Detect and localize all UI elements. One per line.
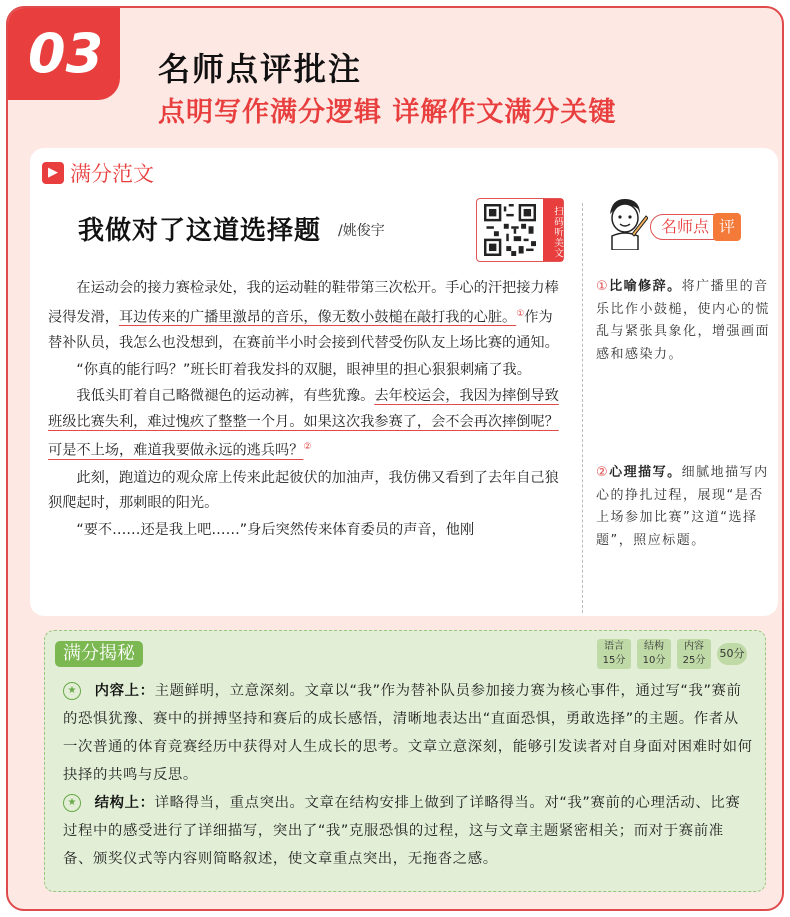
teacher-label-badge: 评 bbox=[713, 213, 741, 241]
qr-code-box[interactable] bbox=[476, 198, 564, 262]
annotated-text-1: 耳边传来的广播里激昂的音乐，像无数小鼓槌在敲打我的心脏。 bbox=[118, 309, 517, 326]
reveal-text: 主题鲜明，立意深刻。文章以“我”作为替补队员参加接力赛为核心事件，通过写“我”赛前的恐惧犹豫、赛中的拼搏坚持和赛后的成长感悟，清晰地表达出“直面恐惧，勇敢选择”的主题。作者从一次普通的体育竞赛经历中获得对人生成长的思考。文章立意深刻，能够引发读者对自身面对困难时如何抉择的共鸣与反思。 bbox=[63, 683, 753, 783]
essay-author: /姚俊宇 bbox=[338, 223, 385, 239]
note-text: 将广播里的音乐比作小鼓槌，使内心的慌乱与紧张具象化，增强画面感和感染力。 bbox=[596, 279, 771, 362]
score-total: 50分 bbox=[717, 643, 747, 665]
reveal-paragraph-content bbox=[63, 677, 753, 789]
page-title: 名师点评批注 bbox=[158, 50, 363, 88]
column-divider bbox=[582, 203, 583, 613]
note-number: ① bbox=[596, 279, 610, 294]
section-number: 03 bbox=[28, 22, 104, 85]
note-key: 比喻修辞。 bbox=[609, 279, 682, 294]
score-badge bbox=[677, 639, 711, 669]
essay-body bbox=[48, 276, 564, 544]
teacher-label-text: 名师点 bbox=[661, 217, 710, 236]
score-badges bbox=[597, 639, 747, 669]
score-value: 10分 bbox=[642, 655, 666, 666]
score-name: 结构 bbox=[644, 641, 664, 652]
essay-paragraph bbox=[48, 384, 564, 465]
section-number-badge bbox=[8, 8, 120, 100]
essay-text: 我低头盯着自己略微褪色的运动裤，有些犹豫。 bbox=[76, 388, 375, 405]
teacher-cartoon-icon bbox=[602, 194, 648, 250]
arrow-right-icon: ▶ bbox=[42, 162, 64, 184]
page-subtitle: 点明写作满分逻辑 详解作文满分关键 bbox=[158, 97, 617, 128]
annotation-mark-1: ① bbox=[516, 308, 525, 319]
reveal-key: 内容上： bbox=[94, 683, 155, 699]
page-frame bbox=[6, 6, 784, 911]
score-badge bbox=[597, 639, 631, 669]
reveal-box bbox=[44, 630, 766, 892]
essay-paragraph: “你真的能行吗？”班长盯着我发抖的双腿，眼神里的担心狠狠刺痛了我。 bbox=[76, 361, 531, 378]
qr-code-icon bbox=[484, 204, 536, 256]
essay-paragraph: 此刻，跑道边的观众席上传来此起彼伏的加油声，我仿佛又看到了去年自己狼狈爬起时，那刺眼的阳光。 bbox=[48, 469, 559, 512]
section-label: 满分范文 bbox=[70, 162, 154, 186]
reveal-text: 详略得当，重点突出。文章在结构安排上做到了详略得当。对“我”赛前的心理活动、比赛过程中的感受进行了详细描写，突出了“我”克服恐惧的过程，这与文章主题紧密相关；而对于赛前准备、颁奖仪式等内容则简略叙述，使文章重点突出，无拖沓之感。 bbox=[63, 795, 741, 867]
note-text: 细腻地描写内心的挣扎过程，展现“是否上场参加比赛”这道“选择题”，照应标题。 bbox=[596, 465, 769, 548]
essay-title: 我做对了这道选择题 bbox=[78, 216, 322, 246]
essay-paragraph bbox=[48, 276, 564, 357]
note-key: 心理描写。 bbox=[609, 465, 682, 480]
essay-text: 作为替补队员，我怎么也没想到，在赛前半小时会接到代替受伤队友上场比赛的通知。 bbox=[48, 309, 559, 351]
essay-text: 在运动会的接力赛检录处，我的运动鞋的鞋带第三次松开。手心的汗把接力棒浸得发滑， bbox=[48, 280, 559, 326]
reveal-label: 满分揭秘 bbox=[55, 641, 143, 667]
section-tag bbox=[42, 158, 154, 188]
annotation-mark-2: ② bbox=[303, 442, 312, 453]
teacher-comment-label bbox=[650, 214, 740, 240]
teacher-note-2 bbox=[596, 462, 774, 552]
annotated-text-2: 去年校运会，我因为摔倒导致班级比赛失利，难过愧疚了整整一个月。如果这次我参赛了，会不会再次摔倒呢？可是不上场，难道我要做永远的逃兵吗？ bbox=[48, 388, 559, 460]
teacher-comment-header bbox=[598, 192, 774, 256]
teacher-note-1 bbox=[596, 276, 774, 366]
score-name: 内容 bbox=[684, 641, 704, 652]
score-badge bbox=[637, 639, 671, 669]
note-number: ② bbox=[596, 465, 610, 480]
star-icon: ★ bbox=[63, 682, 81, 700]
reveal-key: 结构上： bbox=[94, 795, 155, 811]
essay-card bbox=[30, 148, 778, 616]
star-icon: ★ bbox=[63, 794, 81, 812]
essay-paragraph: “要不……还是我上吧……”身后突然传来体育委员的声音，他刚 bbox=[76, 521, 475, 538]
qr-label: 扫码听美文 bbox=[543, 199, 563, 261]
score-value: 15分 bbox=[602, 655, 626, 666]
score-value: 25分 bbox=[682, 655, 706, 666]
reveal-paragraph-structure bbox=[63, 789, 753, 873]
score-name: 语言 bbox=[604, 641, 624, 652]
